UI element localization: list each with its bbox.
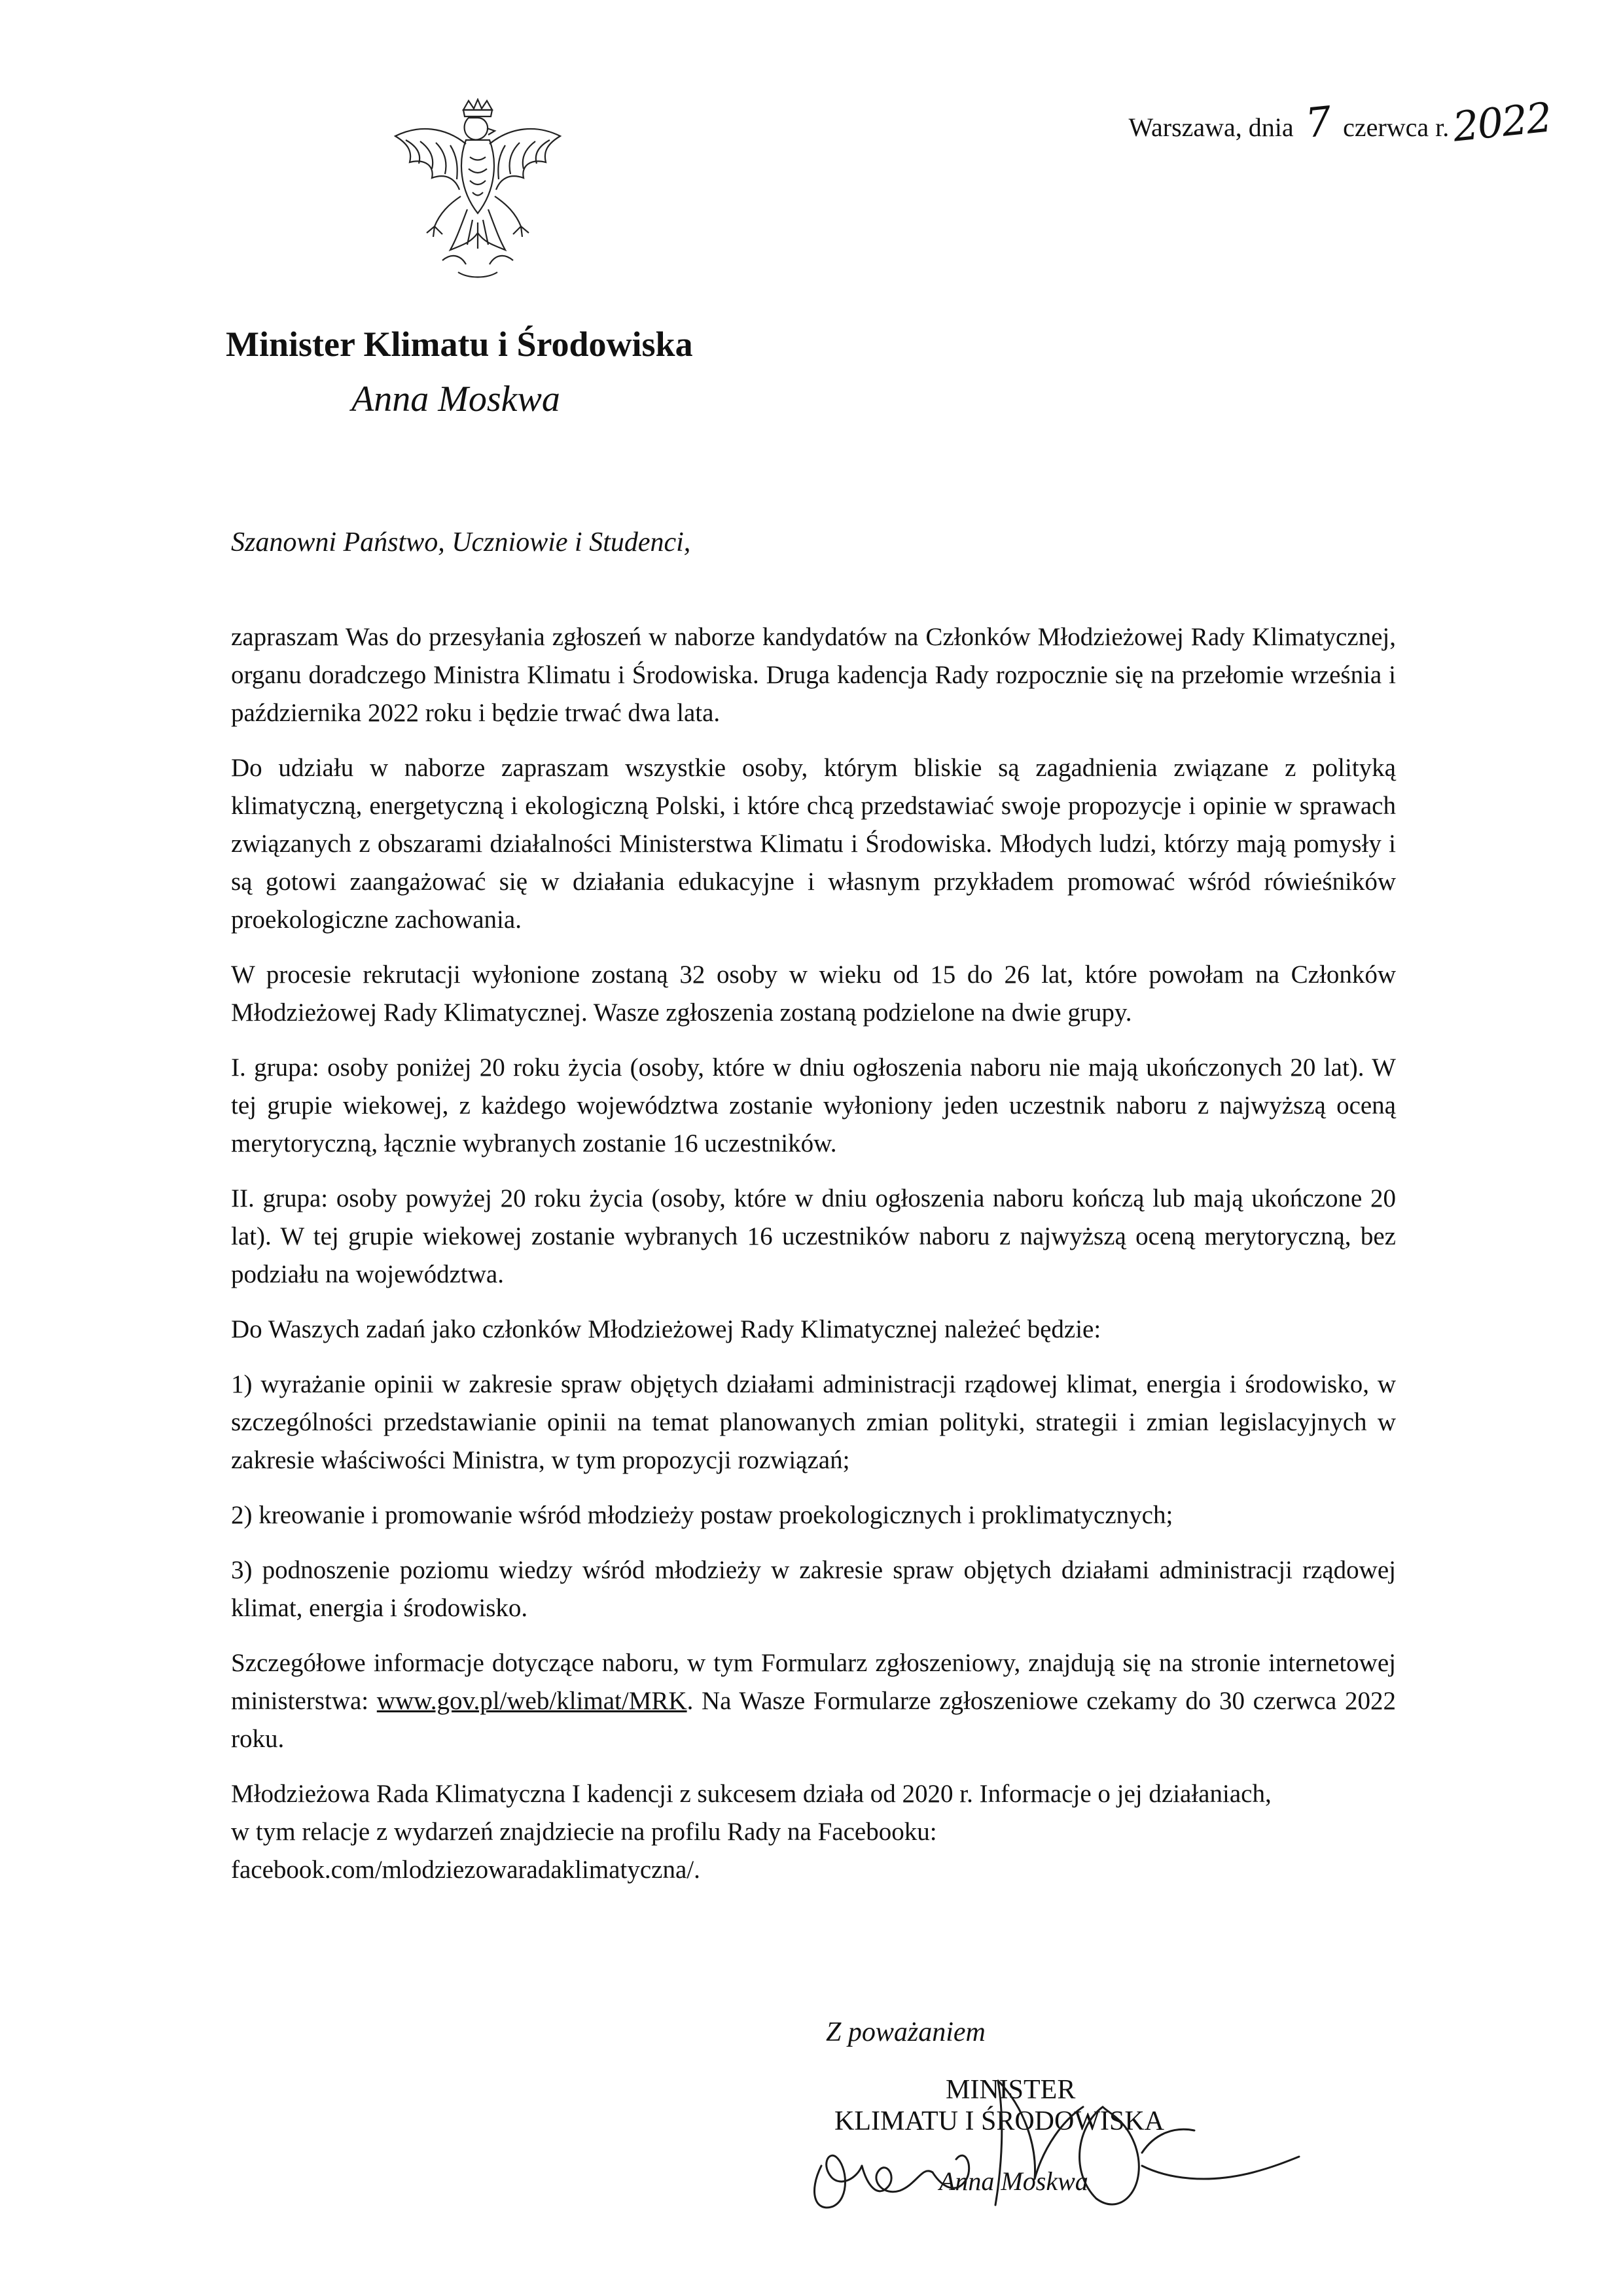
details-text-after: . Na Wasze Formularze zgłoszeniowe czekamy do 30 czerwca 2022 roku. <box>231 1687 1396 1753</box>
signature-stamp <box>802 2068 1312 2218</box>
stamp-name-line: Anna Moskwa <box>939 2166 1088 2196</box>
sender-name: Anna Moskwa <box>351 379 560 419</box>
ministry-link[interactable]: www.gov.pl/web/klimat/MRK <box>376 1687 687 1715</box>
sender-title: Minister Klimatu i Środowiska <box>226 325 693 364</box>
handwritten-year: 2022 <box>1450 93 1554 151</box>
paragraph-tasks-intro: Do Waszych zadań jako członków Młodzieżowej Rady Klimatycznej należeć będzie: <box>231 1315 1101 1343</box>
details-text-before: Szczegółowe informacje dotyczące naboru, w tym Formularz zgłoszeniowy, znajdują się na stronie internetowej ministerstwa: <box>231 1649 1396 1715</box>
stamp-office-line: KLIMATU I ŚRODOWISKA <box>834 2106 1164 2136</box>
paragraph-facebook <box>231 1775 1396 1889</box>
paragraph-task-3: 3) podnoszenie poziomu wiedzy wśród młodzieży w zakresie spraw objętych działami administracji rządowej klimat, energia i środowisko. <box>231 1556 1396 1622</box>
facebook-line-2: w tym relacje z wydarzeń znajdziecie na profilu Rady na Facebooku: <box>231 1818 937 1846</box>
paragraph-recruitment: W procesie rekrutacji wyłonione zostaną 32 osoby w wieku od 15 do 26 lat, które powołam na Członków Młodzieżowej Rady Klimatycznej. Wasze zgłoszenia zostaną podzielone na dwie grupy. <box>231 961 1396 1027</box>
facebook-profile-url: facebook.com/mlodziezowaradaklimatyczna/. <box>231 1856 700 1884</box>
paragraph-invitation: zapraszam Was do przesyłania zgłoszeń w naborze kandydatów na Członków Młodzieżowej Rady Klimatycznej, organu doradczego Ministra Klimatu i Środowiska. Druga kadencja Rady rozpocznie się na przełomie września i października 2022 roku i będzie trwać dwa lata. <box>231 623 1396 727</box>
paragraph-eligibility: Do udziału w naborze zapraszam wszystkie osoby, którym bliskie są zagadnienia związane z polityką klimatyczną, energetyczną i ekologiczną Polski, i które chcą przedstawiać swoje propozycje i opinie w sprawach związanych z obszarami działalności Ministerstwa Klimatu i Środowiska. Młodych ludzi, którzy mają pomysły i są gotowi zaangażować się w działania edukacyjne i własnym przykładem promować wśród rówieśników proekologiczne zachowania. <box>231 754 1396 934</box>
paragraph-task-2: 2) kreowanie i promowanie wśród młodzieży postaw proekologicznych i proklimatycznych; <box>231 1501 1173 1529</box>
facebook-line-1: Młodzieżowa Rada Klimatyczna I kadencji z sukcesem działa od 2020 r. Informacje o jej działaniach, <box>231 1780 1272 1808</box>
date-line <box>1128 93 1554 151</box>
handwritten-signature-icon <box>802 2068 1312 2218</box>
salutation: Szanowni Państwo, Uczniowie i Studenci, <box>231 527 691 557</box>
closing-greeting: Z poważaniem <box>826 2017 986 2047</box>
date-prefix: Warszawa, dnia <box>1128 113 1294 142</box>
letter-body <box>231 618 1396 1906</box>
polish-eagle-emblem-icon <box>380 98 576 288</box>
paragraph-task-1: 1) wyrażanie opinii w zakresie spraw objętych działami administracji rządowej klimat, energia i środowisko, w szczególności przedstawianie opinii na temat planowanych zmian polityki, strategii i zmian legislacyjnych w zakresie właściwości Ministra, w tym propozycji rozwiązań; <box>231 1370 1396 1474</box>
paragraph-group-one: I. grupa: osoby poniżej 20 roku życia (osoby, które w dniu ogłoszenia naboru nie mają ukończonych 20 lat). W tej grupie wiekowej, z każdego województwa zostanie wyłoniony jeden uczestnik naboru z najwyższą oceną merytoryczną, łącznie wybranych zostanie 16 uczestników. <box>231 1053 1396 1157</box>
handwritten-day: 7 <box>1302 97 1334 147</box>
paragraph-group-two: II. grupa: osoby powyżej 20 roku życia (osoby, które w dniu ogłoszenia naboru kończą lub mają ukończone 20 lat). W tej grupie wiekowej zostanie wybranych 16 uczestników naboru z najwyższą oceną merytoryczną, bez podziału na województwa. <box>231 1184 1396 1288</box>
paragraph-details <box>231 1644 1396 1758</box>
date-month: czerwca r. <box>1343 113 1450 142</box>
stamp-title-line: MINISTER <box>946 2075 1076 2105</box>
